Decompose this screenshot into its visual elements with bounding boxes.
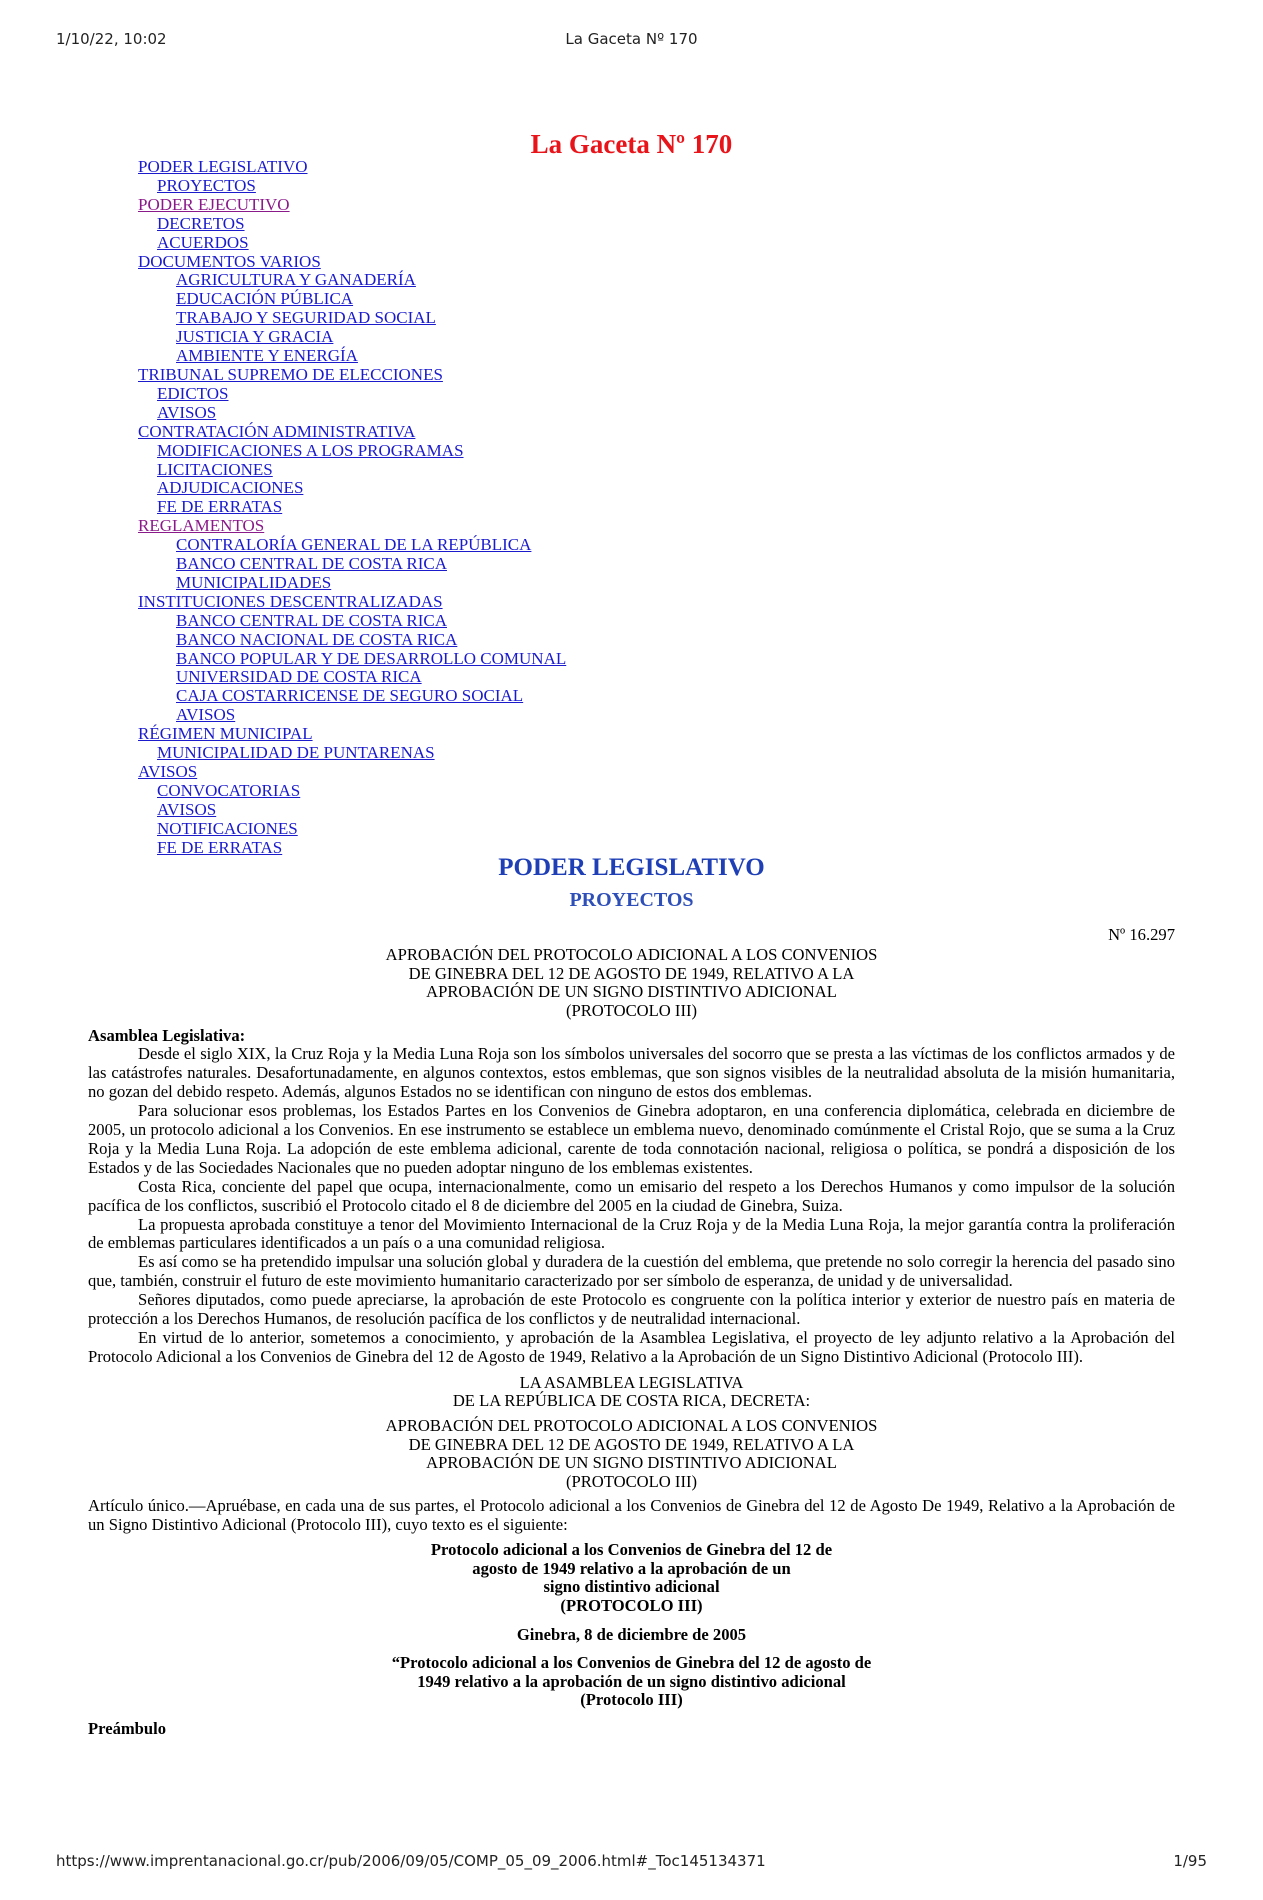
toc-item [138,706,566,725]
toc-link[interactable]: MUNICIPALIDAD DE PUNTARENAS [157,743,435,763]
toc-link[interactable]: PODER LEGISLATIVO [138,157,308,176]
toc-item [138,404,566,423]
print-footer [56,1852,1207,1874]
toc-link[interactable]: FE DE ERRATAS [157,497,283,517]
toc-item [138,650,566,669]
toc-item [138,271,566,290]
decree-heading [88,1374,1175,1411]
print-datetime: 1/10/22, 10:02 [56,30,167,48]
document-number: Nº 16.297 [1108,925,1175,944]
print-header [56,30,1207,52]
protocol-title [88,1541,1175,1615]
paragraph: Señores diputados, como puede apreciarse, la aprobación de este Protocolo es congruente con la política interior y exterior de nuestro país en materia de protección a los Derechos Humanos, de resolución pacífica de los conflictos y de neutralidad internacional. [88,1290,1175,1329]
toc-link[interactable]: DOCUMENTOS VARIOS [138,251,321,271]
toc-link[interactable]: BANCO CENTRAL DE COSTA RICA [176,610,447,630]
section-subtitle: PROYECTOS [569,889,694,911]
exposition-paragraphs [88,1045,1175,1366]
heading-line: “Protocolo adicional a los Convenios de Ginebra del 12 de agosto de [391,1653,872,1673]
toc-link[interactable]: DECRETOS [157,213,245,233]
toc-link[interactable]: EDICTOS [157,383,229,403]
heading-line: 1949 relativo a la aprobación de un signo distintivo adicional [417,1671,846,1691]
toc-item [138,820,566,839]
toc-link[interactable]: UNIVERSIDAD DE COSTA RICA [176,667,422,687]
toc-link[interactable]: ADJUDICACIONES [157,478,304,498]
toc-item [138,668,566,687]
toc-link[interactable]: TRABAJO Y SEGURIDAD SOCIAL [176,308,436,328]
article-text: Artículo único.—Apruébase, en cada una de sus partes, el Protocolo adicional a los Convenios de Ginebra del 12 de Agosto De 1949, Relativo a la Aprobación de un Signo Distintivo Adicional (Protocolo III), cuyo texto es el siguiente: [88,1496,1175,1535]
heading-line: (Protocolo III) [580,1690,683,1710]
toc-item [138,782,566,801]
toc-link[interactable]: FE DE ERRATAS [157,837,283,857]
toc-item [138,687,566,706]
toc-link[interactable]: INSTITUCIONES DESCENTRALIZADAS [138,591,443,611]
toc-item [138,801,566,820]
heading-line: (PROTOCOLO III) [565,1000,698,1020]
toc-link[interactable]: REGLAMENTOS [138,516,265,536]
toc-item [138,612,566,631]
toc-link[interactable]: JUSTICIA Y GRACIA [176,327,334,347]
paragraph: La propuesta aprobada constituye a tenor del Movimiento Internacional de la Cruz Roja y de la Media Luna Roja, la mejor garantía contra la proliferación de emblemas particulares identificados a un país o a una comunidad religiosa. [88,1214,1175,1253]
toc-item [138,498,566,517]
heading-line: Protocolo adicional a los Convenios de Ginebra del 12 de [430,1540,833,1560]
paragraph: Para solucionar esos problemas, los Estados Partes en los Convenios de Ginebra adoptaron, en una conferencia diplomática, celebrada en diciembre de 2005, un protocolo adicional a los Convenios. En ese instrumento se establece un emblema nuevo, denominado comúnmente el Cristal Rojo, que se suma a la Cruz Roja y la Media Luna Roja. La adopción de este emblema adicional, carente de toda connotación nacional, religiosa o política, se pondrá a disposición de los Estados y de las Sociedades Nacionales que no pueden adoptar ninguno de los emblemas existentes. [88,1101,1175,1177]
place-date: Ginebra, 8 de diciembre de 2005 [516,1624,747,1644]
heading-line: agosto de 1949 relativo a la aprobación de un [472,1558,791,1578]
heading-line: APROBACIÓN DE UN SIGNO DISTINTIVO ADICIONAL [426,1453,837,1473]
print-url: https://www.imprentanacional.go.cr/pub/2006/09/05/COMP_05_09_2006.html#_Toc145134371 [56,1852,766,1870]
toc-link[interactable]: CONTRALORÍA GENERAL DE LA REPÚBLICA [176,535,532,555]
paragraph: Es así como se ha pretendido impulsar una solución global y duradera de la cuestión del emblema, que pretende no solo corregir la herencia del pasado sino que, también, construir el futuro de este movimiento humanitario caracterizado por ser símbolo de esperanza, de unidad y de universalidad. [88,1252,1175,1291]
toc-item [138,158,566,177]
law-heading [88,946,1175,1020]
toc-link[interactable]: BANCO NACIONAL DE COSTA RICA [176,629,458,649]
toc-item [138,290,566,309]
heading-line: DE GINEBRA DEL 12 DE AGOSTO DE 1949, RELATIVO A LA [408,963,855,983]
toc-link[interactable]: CONTRATACIÓN ADMINISTRATIVA [138,421,416,441]
toc-item [138,423,566,442]
toc-link[interactable]: BANCO CENTRAL DE COSTA RICA [176,554,447,574]
section-title: PODER LEGISLATIVO [498,854,765,881]
heading-line: APROBACIÓN DE UN SIGNO DISTINTIVO ADICIONAL [426,982,837,1002]
toc-link[interactable]: ACUERDOS [157,232,249,252]
toc-link[interactable]: BANCO POPULAR Y DE DESARROLLO COMUNAL [176,648,567,668]
toc-link[interactable]: EDUCACIÓN PÚBLICA [176,289,354,309]
toc-item [138,366,566,385]
paragraph: Desde el siglo XIX, la Cruz Roja y la Media Luna Roja son los símbolos universales del socorro que se presta a las víctimas de los conflictos armados y de las catástrofes naturales. Desafortunadamente, en algunos contextos, estos emblemas, que son signos visibles de la neutralidad absoluta de la misión humanitaria, no gozan del debido respeto. Además, algunos Estados no se identifican con ninguno de estos dos emblemas. [88,1044,1175,1102]
toc-link[interactable]: AVISOS [138,762,198,781]
toc-item [138,328,566,347]
table-of-contents [138,158,566,858]
toc-item [138,479,566,498]
preamble-heading: Preámbulo [88,1718,167,1738]
toc-item [138,253,566,272]
toc-item [138,309,566,328]
print-title: La Gaceta Nº 170 [565,30,698,48]
toc-link[interactable]: AGRICULTURA Y GANADERÍA [176,270,416,290]
toc-link[interactable]: CAJA COSTARRICENSE DE SEGURO SOCIAL [176,686,524,706]
toc-item [138,517,566,536]
toc-item [138,177,566,196]
toc-item [138,385,566,404]
heading-line: APROBACIÓN DEL PROTOCOLO ADICIONAL A LOS CONVENIOS [385,945,878,964]
heading-line: DE LA REPÚBLICA DE COSTA RICA, DECRETA: [452,1391,811,1411]
toc-item [138,196,566,215]
toc-item [138,461,566,480]
toc-link[interactable]: AVISOS [157,402,217,422]
gaceta-content [88,128,1175,1738]
toc-item [138,347,566,366]
toc-link[interactable]: PODER EJECUTIVO [138,194,290,214]
toc-item [138,536,566,555]
toc-item [138,763,566,782]
page-title: La Gaceta Nº 170 [530,129,733,159]
toc-item [138,442,566,461]
toc-item [138,725,566,744]
toc-link[interactable]: AVISOS [176,705,236,725]
toc-link[interactable]: AVISOS [157,799,217,819]
toc-link[interactable]: LICITACIONES [157,459,273,479]
toc-item [138,744,566,763]
heading-line: (PROTOCOLO III) [565,1471,698,1491]
toc-item [138,631,566,650]
toc-item [138,555,566,574]
toc-link[interactable]: PROYECTOS [157,175,256,195]
toc-item [138,215,566,234]
toc-link[interactable]: CONVOCATORIAS [157,780,301,800]
page-number: 1/95 [1173,1852,1207,1870]
heading-line: signo distintivo adicional [543,1577,720,1597]
toc-link[interactable]: RÉGIMEN MUNICIPAL [138,724,313,744]
quoted-protocol-title [88,1654,1175,1710]
heading-line: APROBACIÓN DEL PROTOCOLO ADICIONAL A LOS CONVENIOS [385,1415,878,1435]
document-body [88,853,1175,1738]
toc-item [138,574,566,593]
heading-line: LA ASAMBLEA LEGISLATIVA [519,1372,744,1392]
toc-link[interactable]: TRIBUNAL SUPREMO DE ELECCIONES [138,364,443,384]
addressee: Asamblea Legislativa: [88,1026,246,1046]
toc-item [138,593,566,612]
toc-link[interactable]: NOTIFICACIONES [157,818,298,838]
heading-line: (PROTOCOLO III) [560,1595,703,1615]
paragraph: En virtud de lo anterior, sometemos a conocimiento, y aprobación de la Asamblea Legislativa, el proyecto de ley adjunto relativo a la Aprobación del Protocolo Adicional a los Convenios de Ginebra del 12 de Agosto de 1949, Relativo a la Aprobación de un Signo Distintivo Adicional (Protocolo III). [88,1327,1175,1366]
toc-item [138,234,566,253]
paragraph: Costa Rica, conciente del papel que ocupa, internacionalmente, como un emisario del respeto a los Derechos Humanos y como impulsor de la solución pacífica de los conflictos, suscribió el Protocolo citado el 8 de diciembre del 2005 en la ciudad de Ginebra, Suiza. [88,1176,1175,1215]
law-heading-repeat [88,1417,1175,1491]
toc-link[interactable]: MUNICIPALIDADES [176,572,332,592]
heading-line: DE GINEBRA DEL 12 DE AGOSTO DE 1949, RELATIVO A LA [408,1434,855,1454]
toc-link[interactable]: MODIFICACIONES A LOS PROGRAMAS [157,440,464,460]
toc-link[interactable]: AMBIENTE Y ENERGÍA [176,346,358,366]
